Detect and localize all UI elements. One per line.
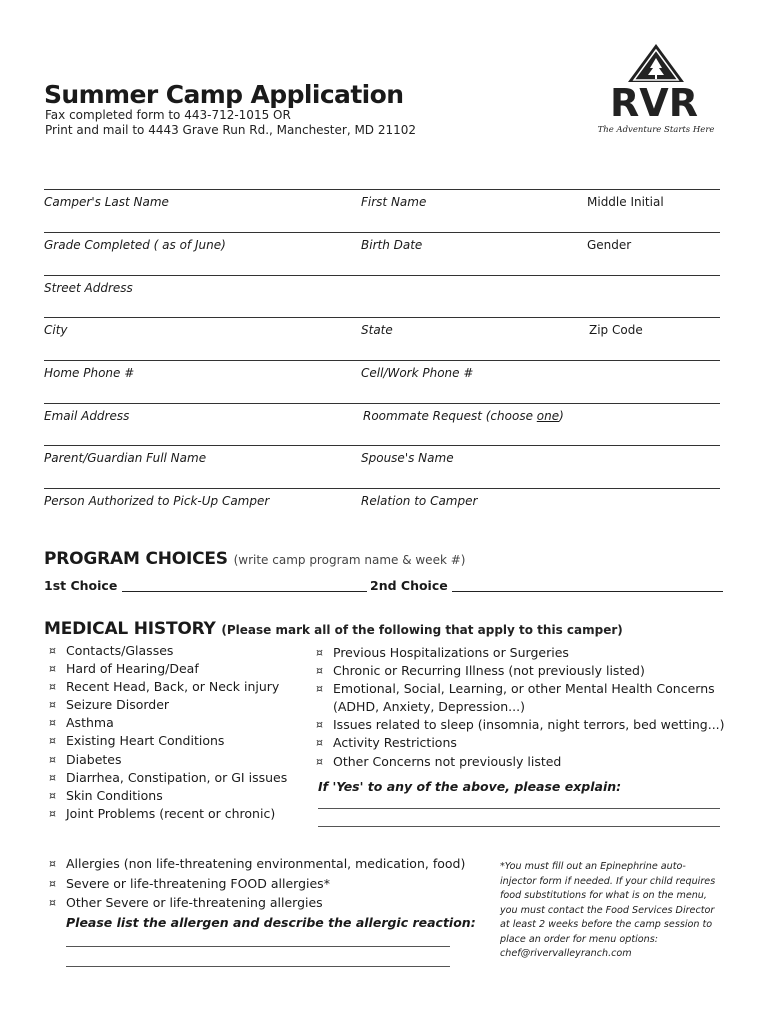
medical-history-note: (Please mark all of the following that apply to this camper): [221, 623, 623, 637]
medical-history-heading: MEDICAL HISTORY (Please mark all of the following that apply to this camper): [44, 619, 623, 639]
first-choice-field[interactable]: 1st Choice: [44, 578, 367, 593]
state-label: State: [361, 323, 393, 337]
relation-to-camper-label: Relation to Camper: [361, 494, 478, 508]
checkbox-icon[interactable]: ¤: [49, 788, 56, 802]
checkbox-icon[interactable]: ¤: [49, 876, 56, 890]
checkbox-icon[interactable]: ¤: [49, 857, 56, 870]
allergy-checklist: [45, 855, 465, 914]
name-line[interactable]: [44, 189, 720, 190]
form-title: Summer Camp Application: [44, 80, 404, 109]
parent-guardian-label: Parent/Guardian Full Name: [44, 451, 207, 465]
footnote-line: place an order for menu options:: [500, 933, 658, 945]
checklist-item[interactable]: ¤ Seizure Disorder: [49, 697, 170, 713]
mountain-tree-icon: [594, 44, 718, 136]
authorized-pickup-label: Person Authorized to Pick-Up Camper: [44, 494, 270, 508]
checklist-item[interactable]: ¤ Diabetes: [49, 751, 122, 767]
epinephrine-footnote: [500, 860, 740, 962]
checklist-item[interactable]: ¤ Severe or life-threatening FOOD allergies*: [49, 875, 330, 891]
checklist-item[interactable]: ¤ Diarrhea, Constipation, or GI issues: [49, 769, 288, 785]
checklist-item-continuation: (ADHD, Anxiety, Depression...): [333, 699, 525, 715]
allergen-line-1[interactable]: [66, 946, 450, 947]
home-phone-label: Home Phone #: [44, 366, 135, 380]
checklist-item[interactable]: ¤ Chronic or Recurring Illness (not previously listed): [316, 663, 645, 679]
city-line[interactable]: [44, 317, 720, 318]
checkbox-icon[interactable]: ¤: [316, 754, 323, 768]
checkbox-icon[interactable]: ¤: [316, 736, 323, 750]
checkbox-icon[interactable]: ¤: [49, 716, 56, 730]
roommate-request-emphasis: one: [536, 409, 560, 423]
footnote-line: you must contact the Food Services Director: [500, 904, 715, 916]
checkbox-icon[interactable]: ¤: [316, 646, 323, 659]
explain-line-2[interactable]: [318, 826, 720, 827]
phone-line[interactable]: [44, 360, 720, 361]
first-name-label: First Name: [361, 195, 427, 209]
checklist-item[interactable]: ¤ Previous Hospitalizations or Surgeries: [316, 645, 569, 660]
explain-line-1[interactable]: [318, 808, 720, 809]
checklist-item[interactable]: ¤ Other Severe or life-threatening allergies: [49, 895, 323, 911]
program-choices-heading: PROGRAM CHOICES (write camp program name & week #): [44, 549, 466, 569]
medical-left-checklist: [45, 642, 287, 823]
grade-line[interactable]: [44, 232, 720, 233]
pickup-line[interactable]: [44, 488, 720, 489]
checklist-item[interactable]: ¤ Emotional, Social, Learning, or other Mental Health Concerns: [316, 681, 715, 697]
second-choice-line[interactable]: [452, 591, 723, 592]
checklist-item[interactable]: ¤ Issues related to sleep (insomnia, night terrors, bed wetting...): [316, 717, 725, 733]
logo-text: RVR: [610, 81, 698, 125]
birth-date-label: Birth Date: [361, 238, 423, 252]
checklist-item[interactable]: ¤ Activity Restrictions: [316, 735, 457, 751]
zip-code-label: Zip Code: [589, 323, 643, 337]
checkbox-icon[interactable]: ¤: [49, 896, 56, 910]
checklist-item[interactable]: ¤ Skin Conditions: [49, 787, 163, 803]
grade-completed-label: Grade Completed ( as of June): [44, 238, 226, 252]
gender-label: Gender: [587, 238, 632, 252]
mail-instructions: Print and mail to 4443 Grave Run Rd., Manchester, MD 21102: [45, 123, 417, 137]
checkbox-icon[interactable]: ¤: [49, 734, 56, 748]
allergen-line-2[interactable]: [66, 966, 450, 967]
guardian-line[interactable]: [44, 445, 720, 446]
fax-instructions: Fax completed form to 443-712-1015 OR: [45, 108, 291, 122]
email-line[interactable]: [44, 403, 720, 404]
checkbox-icon[interactable]: ¤: [49, 680, 56, 694]
checkbox-icon[interactable]: ¤: [49, 698, 56, 712]
checklist-item[interactable]: ¤ Asthma: [49, 715, 114, 731]
footnote-line: at least 2 weeks before the camp session to: [500, 919, 713, 930]
checklist-item[interactable]: ¤ Recent Head, Back, or Neck injury: [49, 679, 280, 695]
street-line[interactable]: [44, 275, 720, 276]
checkbox-icon[interactable]: ¤: [316, 682, 323, 696]
footnote-line: *You must fill out an Epinephrine auto-: [500, 861, 686, 872]
middle-initial-label: Middle Initial: [587, 195, 664, 209]
first-choice-line[interactable]: [122, 591, 367, 592]
email-address-label: Email Address: [44, 409, 130, 423]
checkbox-icon[interactable]: ¤: [316, 664, 323, 678]
roommate-request-label: Roommate Request (choose one): [363, 409, 564, 423]
checklist-item[interactable]: ¤ Other Concerns not previously listed: [316, 753, 562, 769]
checkbox-icon[interactable]: ¤: [49, 662, 56, 676]
checklist-item[interactable]: ¤ Hard of Hearing/Deaf: [49, 661, 199, 677]
cell-work-phone-label: Cell/Work Phone #: [361, 366, 474, 380]
checkbox-icon[interactable]: ¤: [49, 770, 56, 784]
checkbox-icon[interactable]: ¤: [316, 718, 323, 732]
checklist-item[interactable]: ¤ Contacts/Glasses: [49, 643, 174, 658]
footnote-email[interactable]: chef@rivervalleyranch.com: [500, 948, 632, 959]
rvr-logo: [594, 44, 718, 136]
checklist-item[interactable]: ¤ Existing Heart Conditions: [49, 733, 225, 749]
program-choices-note: (write camp program name & week #): [233, 553, 466, 567]
checkbox-icon[interactable]: ¤: [49, 644, 56, 657]
street-address-label: Street Address: [44, 281, 133, 295]
spouse-name-label: Spouse's Name: [361, 451, 454, 465]
allergen-prompt: Please list the allergen and describe the allergic reaction:: [66, 915, 476, 930]
footnote-line: injector form if needed. If your child requires: [500, 875, 716, 887]
checklist-item[interactable]: ¤ Joint Problems (recent or chronic): [49, 805, 276, 821]
city-label: City: [44, 323, 68, 337]
checkbox-icon[interactable]: ¤: [49, 806, 56, 820]
checkbox-icon[interactable]: ¤: [49, 752, 56, 766]
logo-tagline: The Adventure Starts Here: [597, 125, 715, 135]
checklist-item[interactable]: ¤ Allergies (non life-threatening environmental, medication, food): [49, 856, 466, 871]
camper-last-name-label: Camper's Last Name: [44, 195, 169, 209]
medical-right-checklist: [312, 644, 725, 771]
explain-prompt: If 'Yes' to any of the above, please explain:: [318, 779, 622, 794]
second-choice-field[interactable]: 2nd Choice: [370, 578, 723, 593]
footnote-line: food substitutions for what is on the menu,: [500, 890, 707, 901]
